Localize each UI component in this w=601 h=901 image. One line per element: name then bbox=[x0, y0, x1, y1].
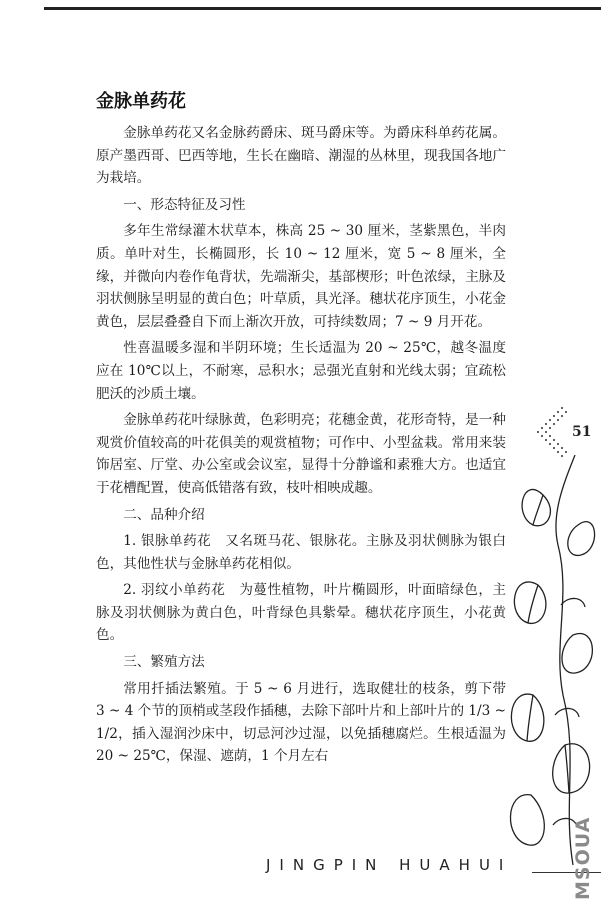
section-heading: 一、形态特征及习性 bbox=[123, 196, 246, 213]
body-paragraph: 金脉单药花又名金脉药爵床、斑马爵床等。为爵床科单药花属。原产墨西哥、巴西等地，生长在幽暗、潮湿的丛林里，现我国各地广为栽培。 bbox=[96, 125, 506, 187]
body-paragraph: 金脉单药花叶绿脉黄，色彩明亮；花穗金黄，花形奇特，是一种观赏价值较高的叶花俱美的观赏植物；可作中、小型盆栽。常用来装饰居室、厅堂、办公室或会议室，显得十分静谧和素雅大方。也适宜于花槽配置，使高低错落有致，枝叶相映成趣。 bbox=[96, 412, 506, 496]
watermark: MSOUA bbox=[572, 816, 594, 900]
article-body bbox=[96, 122, 506, 768]
body-paragraph: 2. 羽纹小单药花 为蔓性植物，叶片椭圆形，叶面暗绿色，主脉及羽状侧脉为黄白色，叶背绿色具紫晕。穗状花序顶生，小花黄色。 bbox=[96, 582, 506, 644]
section-heading: 二、品种介绍 bbox=[123, 506, 205, 523]
body-paragraph: 性喜温暖多湿和半阴环境；生长适温为 20 ~ 25℃，越冬温度应在 10℃以上，不耐寒，忌积水；忌强光直射和光线太弱；宜疏松肥沃的沙质土壤。 bbox=[96, 340, 506, 402]
page-content bbox=[96, 90, 506, 772]
top-rule bbox=[44, 7, 601, 10]
plant-illustration bbox=[503, 455, 601, 875]
article-title: 金脉单药花 bbox=[96, 91, 186, 112]
body-paragraph: 1. 银脉单药花 又名斑马花、银脉花。主脉及羽状侧脉为银白色，其他性状与金脉单药花相似。 bbox=[96, 533, 506, 572]
body-paragraph: 多年生常绿灌木状草本，株高 25 ~ 30 厘米，茎紫黑色，半肉质。单叶对生，长椭圆形，长 10 ~ 12 厘米，宽 5 ~ 8 厘米，全缘，并微向内卷作龟背状，先端渐尖，基部楔形；叶色浓绿，主脉及羽状侧脉呈明显的黄白色；叶草质，具光泽。穗状花序顶生，小花金黄色，层层叠叠自下而上渐次开放，可持续数周；7 ~ 9 月开花。 bbox=[96, 223, 506, 330]
section-heading: 三、繁殖方法 bbox=[123, 654, 205, 671]
body-paragraph: 常用扦插法繁殖。于 5 ~ 6 月进行，选取健壮的枝条，剪下带 3 ~ 4 个节的顶梢或茎段作插穗，去除下部叶片和上部叶片的 1/3 ~ 1/2，插入湿润沙床中，切忌河沙过湿，以免插穗腐烂。生根适温为 20 ~ 25℃，保湿、遮荫，1 个月左右 bbox=[96, 680, 506, 765]
page-number: 51 bbox=[572, 424, 592, 440]
footer-series-title: JINGPIN HUAHUI bbox=[266, 856, 513, 874]
